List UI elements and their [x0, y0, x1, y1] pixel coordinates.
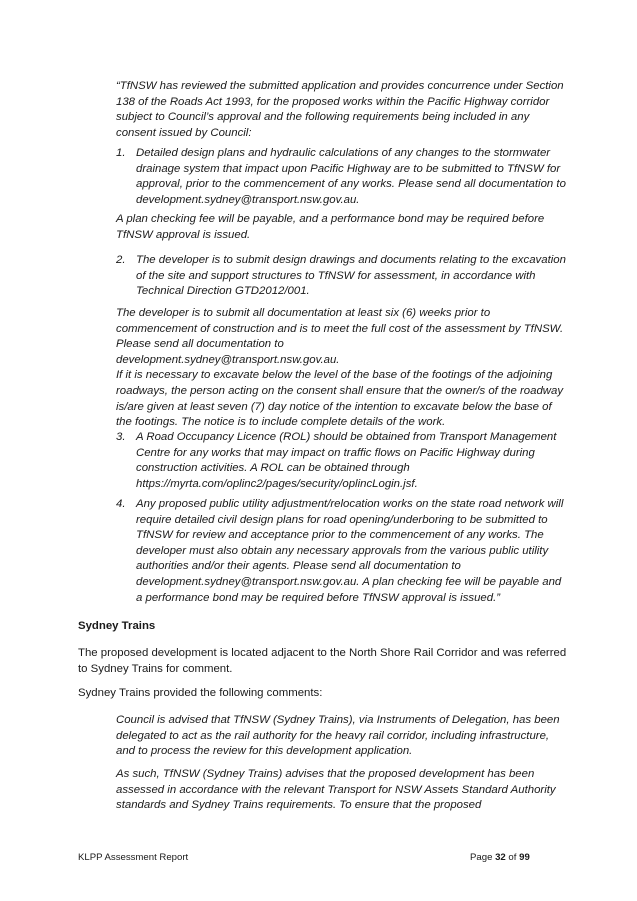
page-label: Page: [470, 852, 493, 863]
submission-paragraph: [116, 306, 568, 431]
list-item-1: [116, 146, 568, 208]
section-heading: Sydney Trains: [78, 620, 156, 632]
body-paragraph: The proposed development is located adjacent to the North Shore Rail Corridor and was referred to Sydney Trains for comment.: [78, 647, 567, 675]
excavation-text: If it is necessary to excavate below the level of the base of the footings of the adjoining roadways, the person acting on the consent shall ensure that the owner/s of the roadway is/are given at least seven (7) day notice of the intention to excavate below the base of the footings. The notice is to include complete details of the work.: [116, 369, 564, 429]
quote-paragraph: As such, TfNSW (Sydney Trains) advises that the proposed development has been assessed in accordance with the relevant Transport for NSW Assets Standard Authority standards and Sydney Trains requirements. To ensure that the proposed: [116, 768, 556, 812]
quote-paragraph: Council is advised that TfNSW (Sydney Trains), via Instruments of Delegation, has been delegated to act as the rail authority for the heavy rail corridor, including infrastructure, and to process the review for this development application.: [116, 714, 560, 758]
page-total: 99: [519, 852, 530, 863]
body-paragraph: Sydney Trains provided the following comments:: [78, 687, 323, 699]
list-text: Detailed design plans and hydraulic calculations of any changes to the stormwater drainage system that impact upon Pacific Highway are to be submitted to TfNSW for approval, prior to the commencement of any works. Please send all documentation to development.sydney@transport.nsw.gov.au.: [136, 147, 566, 206]
list-item-3: [116, 430, 568, 492]
footer-report-title: KLPP Assessment Report: [78, 852, 189, 863]
list-item-4: [116, 497, 568, 606]
page-sep: of: [508, 852, 517, 863]
list-text: Any proposed public utility adjustment/relocation works on the state road network will require detailed civil design plans for road opening/underboring to be submitted to TfNSW for review and acceptance prior to the commencement of any works. The developer must also obtain any necessary approvals from the various public utility authorities and/or their agents. Please send all documentation to development.sydney@transport.nsw.gov.au. A plan checking fee will be payable and a performance bond may be required before TfNSW approval is issued.”: [136, 498, 564, 604]
submission-email: development.sydney@transport.nsw.gov.au.: [116, 353, 340, 366]
list-number: 2.: [116, 254, 126, 266]
list-number: 3.: [116, 431, 126, 443]
fee-note: A plan checking fee will be payable, and a performance bond may be required before TfNSW approval is issued.: [116, 213, 545, 241]
intro-quote: “TfNSW has reviewed the submitted application and provides concurrence under Section 138 of the Roads Act 1993, for the proposed works within the Pacific Highway corridor subject to Council’s approval and the following requirements being included in any consent issued by Council:: [116, 80, 564, 139]
list-text: The developer is to submit design drawings and documents relating to the excavation of the site and support structures to TfNSW for assessment, in accordance with Technical Direction GTD2012/001.: [136, 254, 566, 298]
list-number: 4.: [116, 498, 126, 510]
list-text: A Road Occupancy Licence (ROL) should be obtained from Transport Management Centre for any works that may impact on traffic flows on Pacific Highway during construction activities. A ROL can be obtained through https://myrta.com/oplinc2/pages/security/oplincLogin.jsf.: [136, 431, 557, 490]
footer-page-number: [470, 852, 530, 863]
submission-text: The developer is to submit all documentation at least six (6) weeks prior to commencement of construction and is to meet the full cost of the assessment by TfNSW. Please send all documentation to: [116, 307, 564, 351]
list-item-2: [116, 253, 568, 300]
page-current: 32: [495, 852, 506, 863]
list-number: 1.: [116, 147, 126, 159]
